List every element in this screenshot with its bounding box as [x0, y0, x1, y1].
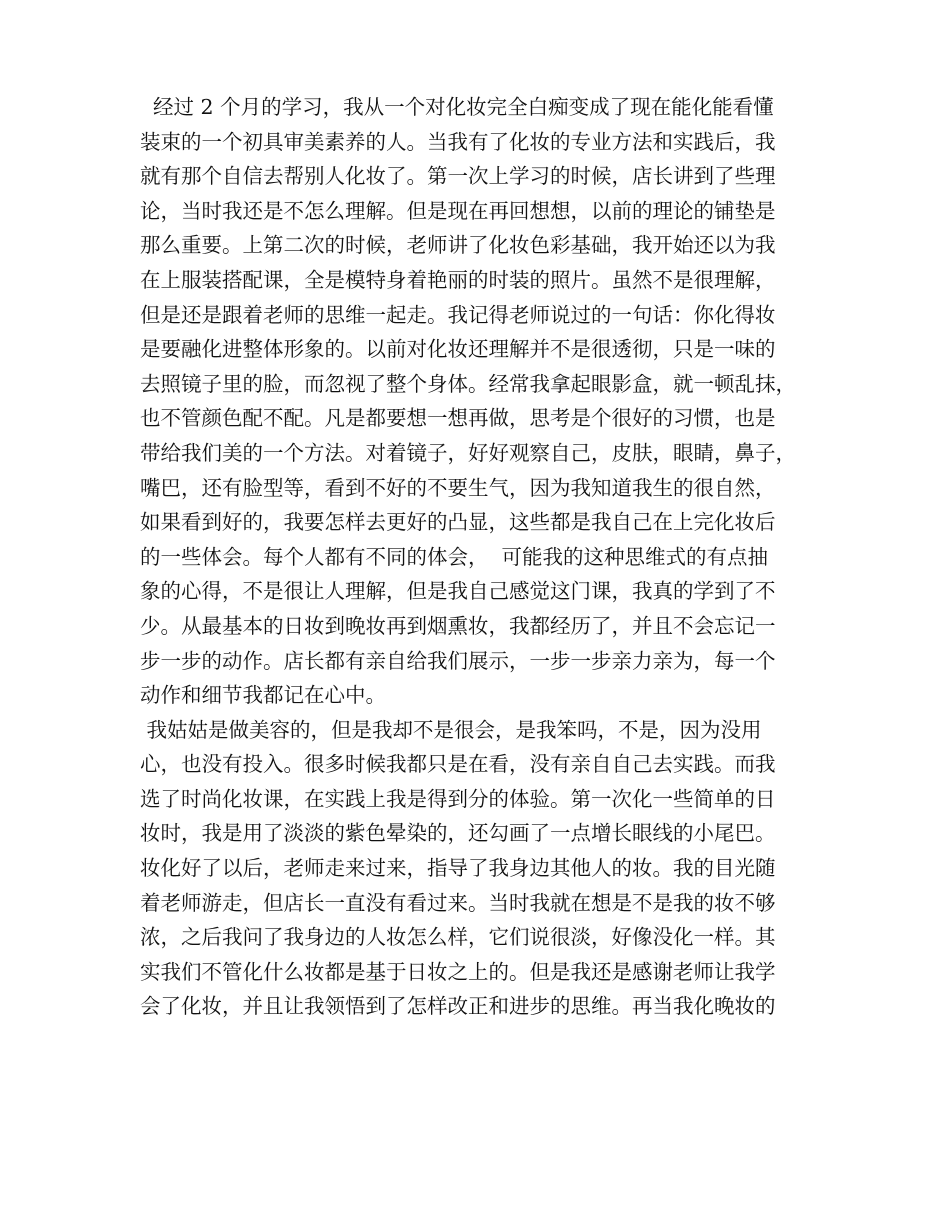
text-line: 也不管颜色配不配。凡是都要想一想再做，思考是个很好的习惯，也是	[140, 406, 776, 431]
text-line: 浓，之后我问了我身边的人妆怎么样，它们说很淡，好像没化一样。其	[140, 925, 776, 950]
text-line: 动作和细节我都记在心中。	[140, 683, 386, 708]
text-line: 如果看到好的，我要怎样去更好的凸显，这些都是我自己在上完化妆后	[140, 510, 776, 535]
text-line: 论，当时我还是不怎么理解。但是现在再回想想，以前的理论的铺垫是	[140, 198, 776, 223]
text-line: 去照镜子里的脸，而忽视了整个身体。经常我拿起眼影盒，就一顿乱抹，	[140, 371, 796, 396]
text-line: 经过 2 个月的学习，我从一个对化妆完全白痴变成了现在能化能看懂	[140, 95, 774, 119]
text-line: 带给我们美的一个方法。对着镜子，好好观察自己，皮肤，眼睛，鼻子，	[140, 440, 796, 465]
text-line: 在上服装搭配课，全是模特身着艳丽的时装的照片。虽然不是很理解，	[140, 267, 776, 292]
body-text	[140, 90, 830, 1024]
text-line: 是要融化进整体形象的。以前对化妆还理解并不是很透彻，只是一味的	[140, 337, 776, 362]
text-line: 象的心得，不是很让人理解，但是我自己感觉这门课，我真的学到了不	[140, 579, 776, 604]
text-line: 选了时尚化妆课，在实践上我是得到分的体验。第一次化一些简单的日	[140, 786, 776, 811]
text-line: 实我们不管化什么妆都是基于日妆之上的。但是我还是感谢老师让我学	[140, 959, 776, 984]
text-line: 会了化妆，并且让我领悟到了怎样改正和进步的思维。再当我化晚妆的	[140, 994, 776, 1019]
text-line: 装束的一个初具审美素养的人。当我有了化妆的专业方法和实践后，我	[140, 129, 776, 154]
text-line: 妆时，我是用了淡淡的紫色晕染的，还勾画了一点增长眼线的小尾巴。	[140, 821, 776, 846]
text-line: 步一步的动作。店长都有亲自给我们展示，一步一步亲力亲为，每一个	[140, 648, 776, 673]
text-line: 我姑姑是做美容的，但是我却不是很会，是我笨吗，不是，因为没用	[140, 717, 762, 742]
text-line: 嘴巴，还有脸型等，看到不好的不要生气，因为我知道我生的很自然，	[140, 475, 776, 500]
text-line: 就有那个自信去帮别人化妆了。第一次上学习的时候，店长讲到了些理	[140, 164, 776, 189]
text-line: 少。从最基本的日妆到晚妆再到烟熏妆，我都经历了，并且不会忘记一	[140, 613, 776, 638]
text-line: 妆化好了以后，老师走来过来，指导了我身边其他人的妆。我的目光随	[140, 856, 776, 881]
text-line: 那么重要。上第二次的时候，老师讲了化妆色彩基础，我开始还以为我	[140, 233, 776, 258]
text-line: 的一些体会。每个人都有不同的体会， 可能我的这种思维式的有点抽	[140, 544, 769, 569]
text-line: 但是还是跟着老师的思维一起走。我记得老师说过的一句话：你化得妆	[140, 302, 776, 327]
text-line: 心，也没有投入。很多时候我都只是在看，没有亲自自己去实践。而我	[140, 752, 776, 777]
text-line: 着老师游走，但店长一直没有看过来。当时我就在想是不是我的妆不够	[140, 890, 776, 915]
